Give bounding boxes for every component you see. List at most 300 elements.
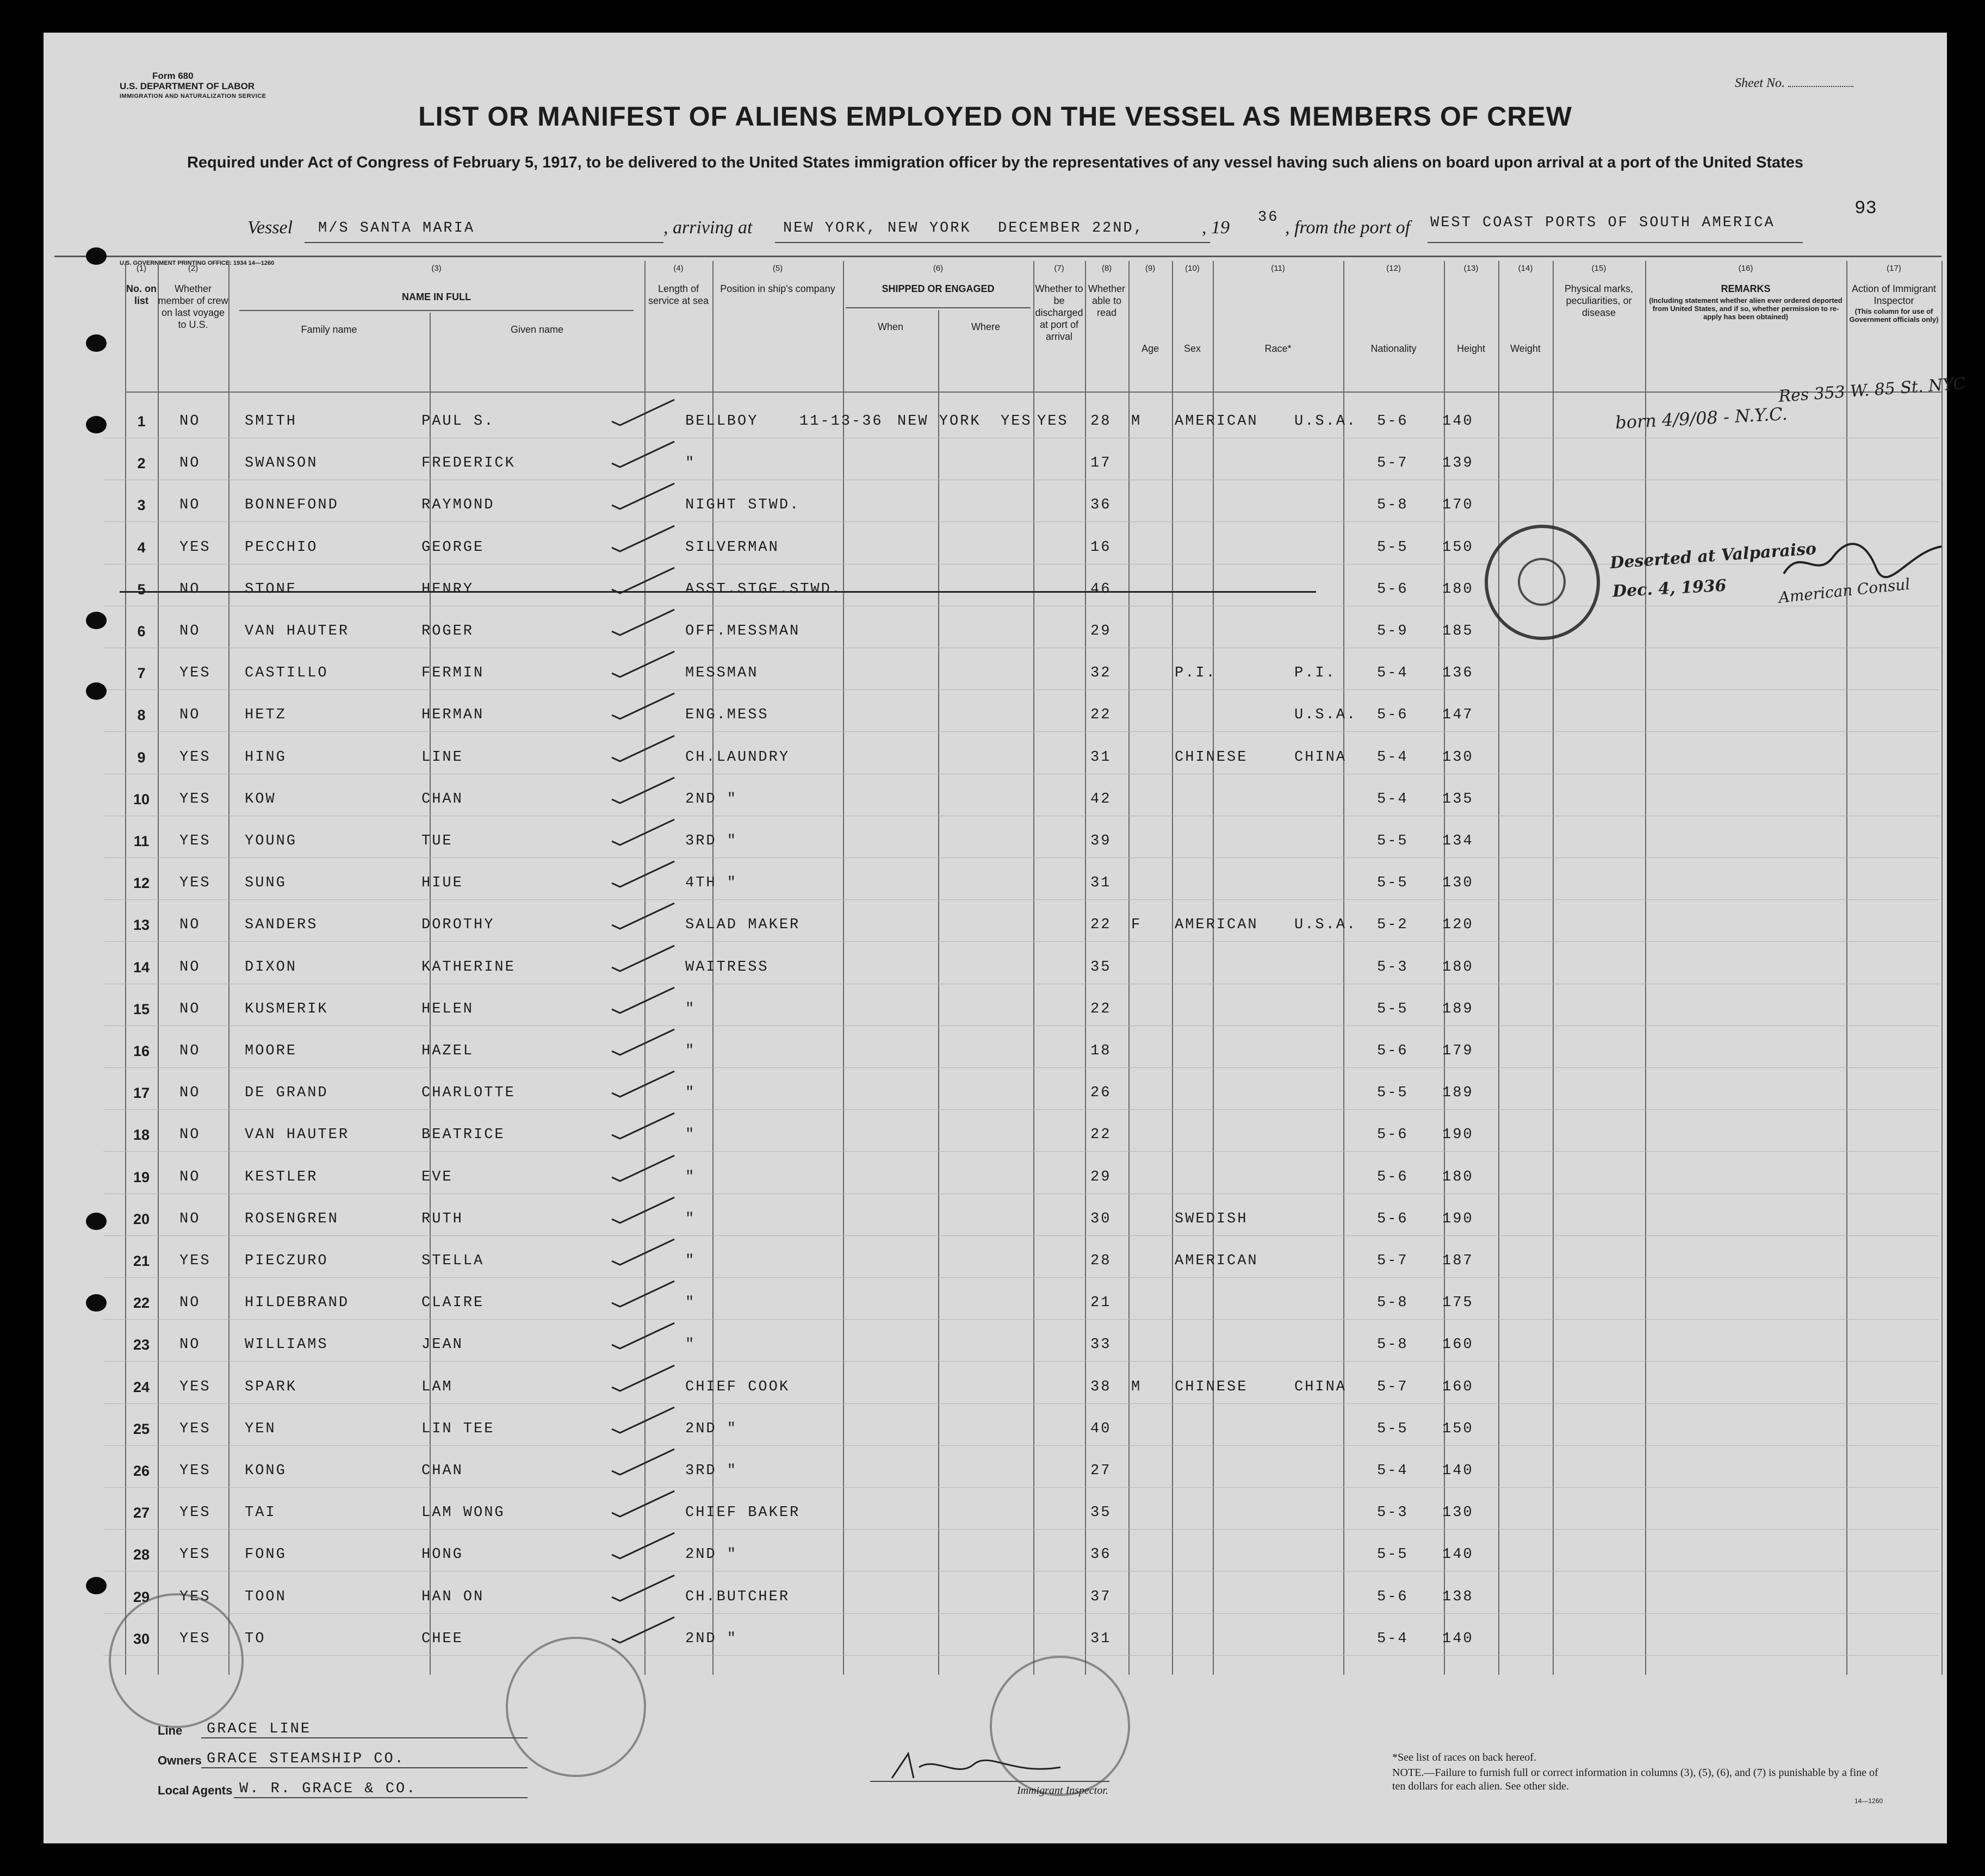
- service-check-mark: [609, 1483, 680, 1521]
- row-10-given: CHAN: [421, 791, 463, 807]
- row-6-no: 6: [137, 623, 146, 639]
- column-divider: [158, 261, 159, 1675]
- row-26-last: YES: [179, 1463, 211, 1479]
- row-16-no: 16: [133, 1043, 150, 1059]
- row-10-weight: 135: [1442, 791, 1474, 807]
- row-27-age: 35: [1090, 1505, 1112, 1521]
- canal-zone-stamp-left: [109, 1593, 244, 1728]
- row-8-age: 22: [1090, 707, 1112, 724]
- row-10-family: KOW: [245, 791, 276, 807]
- row-13-given: DOROTHY: [421, 917, 495, 934]
- row-19-weight: 180: [1442, 1169, 1474, 1185]
- binder-hole: [86, 682, 107, 700]
- row-22-weight: 175: [1442, 1295, 1474, 1312]
- column-header-c5: Position in ship's company: [720, 283, 835, 294]
- column-number-c6: (6): [933, 264, 944, 273]
- line-value: GRACE LINE: [207, 1721, 312, 1737]
- row-24-height: 5-7: [1377, 1378, 1409, 1395]
- row-20-no: 20: [133, 1210, 150, 1227]
- row-21-no: 21: [133, 1253, 150, 1269]
- row-4-no: 4: [137, 539, 146, 556]
- column-divider: [1553, 261, 1554, 1675]
- row-26-no: 26: [133, 1463, 150, 1479]
- vessel-label: Vessel: [247, 218, 293, 238]
- table-row-rule: [103, 689, 1939, 690]
- service-check-mark: [609, 1273, 680, 1311]
- row-11-age: 39: [1090, 833, 1112, 849]
- row-10-no: 10: [133, 791, 150, 807]
- column-header-sub-c17: (This column for use of Government officials only): [1849, 307, 1939, 324]
- row-4-height: 5-5: [1377, 539, 1409, 556]
- arrival-date: DECEMBER 22ND,: [998, 220, 1144, 237]
- row-18-family: VAN HAUTER: [245, 1127, 350, 1144]
- agents-label: Local Agents: [158, 1784, 233, 1797]
- row-1-sex: M: [1131, 413, 1142, 430]
- column-header-name: NAME IN FULL: [402, 291, 471, 302]
- row-11-family: YOUNG: [245, 833, 297, 849]
- service-check-mark: [609, 475, 680, 513]
- row-17-height: 5-5: [1377, 1085, 1409, 1102]
- column-number-c3: (3): [431, 264, 442, 273]
- column-header-c16: REMARKS: [1721, 283, 1771, 294]
- row-3-height: 5-8: [1377, 497, 1409, 514]
- row-8-position: ENG.MESS: [685, 707, 769, 724]
- row-4-family: PECCHIO: [245, 539, 318, 556]
- row-9-nat: CHINA: [1294, 749, 1347, 766]
- row-3-family: BONNEFOND: [245, 497, 339, 514]
- row-13-weight: 120: [1442, 917, 1474, 934]
- row-15-family: KUSMERIK: [245, 1001, 328, 1017]
- row-27-no: 27: [133, 1505, 150, 1521]
- row-25-no: 25: [133, 1420, 150, 1437]
- row-23-family: WILLIAMS: [245, 1337, 328, 1353]
- column-header-c10: Sex: [1183, 343, 1201, 354]
- remark-row5-date: Dec. 4, 1936: [1612, 576, 1727, 601]
- row-13-race: AMERICAN: [1175, 917, 1258, 934]
- row-28-last: YES: [179, 1546, 211, 1563]
- row-11-no: 11: [133, 833, 150, 849]
- column-divider: [1128, 261, 1130, 1675]
- row-16-given: HAZEL: [421, 1043, 474, 1059]
- column-divider: [228, 261, 229, 1675]
- row-27-weight: 130: [1442, 1505, 1474, 1521]
- row-28-family: FONG: [245, 1546, 287, 1563]
- service-check-mark: [609, 1399, 680, 1437]
- row-23-given: JEAN: [421, 1337, 463, 1353]
- row-6-weight: 185: [1442, 623, 1474, 639]
- row-20-position: ": [685, 1210, 696, 1227]
- arriving-port: NEW YORK, NEW YORK: [783, 220, 971, 237]
- row-14-last: NO: [179, 959, 201, 976]
- row-5-strikethrough: [120, 591, 1316, 593]
- column-number-c4: (4): [673, 264, 684, 273]
- row-17-no: 17: [133, 1085, 150, 1102]
- row-4-age: 16: [1090, 539, 1112, 556]
- column-divider: [1033, 261, 1034, 1675]
- row-5-age: 46: [1090, 581, 1112, 598]
- row-12-given: HIUE: [421, 875, 463, 892]
- row-3-last: NO: [179, 497, 201, 514]
- row-21-position: ": [685, 1253, 696, 1269]
- column-number-c5: (5): [772, 264, 783, 273]
- row-1-weight: 140: [1442, 413, 1474, 430]
- row-21-weight: 187: [1442, 1253, 1474, 1269]
- column-header-c2: Whether member of crew on last voyage to U.S.: [158, 283, 228, 330]
- row-23-weight: 160: [1442, 1337, 1474, 1353]
- row-29-age: 37: [1090, 1588, 1112, 1605]
- service-check-mark: [609, 1063, 680, 1101]
- row-30-last: YES: [179, 1630, 211, 1647]
- column-header-c9: Age: [1141, 343, 1159, 354]
- row-29-height: 5-6: [1377, 1588, 1409, 1605]
- column-number-c7: (7): [1054, 264, 1064, 273]
- row-9-age: 31: [1090, 749, 1112, 766]
- row-13-position: SALAD MAKER: [685, 917, 801, 934]
- column-number-c15: (15): [1591, 264, 1606, 273]
- row-7-race: P.I.: [1175, 665, 1217, 682]
- printing-office-line: U.S. GOVERNMENT PRINTING OFFICE: 1934 14—1260: [120, 260, 275, 266]
- row-12-no: 12: [133, 875, 150, 892]
- column-divider: [1498, 261, 1499, 1675]
- row-21-height: 5-7: [1377, 1253, 1409, 1269]
- column-divider: [843, 261, 844, 1675]
- row-1-height: 5-6: [1377, 413, 1409, 430]
- column-header-rule: [239, 310, 634, 311]
- binder-hole: [86, 334, 107, 352]
- row-18-age: 22: [1090, 1127, 1112, 1144]
- department-name: U.S. DEPARTMENT OF LABOR: [120, 81, 255, 91]
- table-row-rule: [103, 521, 1939, 522]
- row-8-weight: 147: [1442, 707, 1474, 724]
- row-8-nat: U.S.A.: [1294, 707, 1357, 724]
- vessel-name: M/S SANTA MARIA: [318, 220, 475, 237]
- row-7-age: 32: [1090, 665, 1112, 682]
- row-19-given: EVE: [421, 1169, 453, 1185]
- row-19-no: 19: [133, 1169, 150, 1185]
- column-header-sub-c16: (Including statement whether alien ever ordered deported from United States, and if so, whether permission to re-apply has been obtained): [1649, 296, 1843, 321]
- row-29-given: HAN ON: [421, 1588, 485, 1605]
- row-9-position: CH.LAUNDRY: [685, 749, 790, 766]
- row-3-weight: 170: [1442, 497, 1474, 514]
- table-row-rule: [103, 899, 1939, 900]
- row-7-family: CASTILLO: [245, 665, 328, 682]
- remark-row5-consul: American Consul: [1777, 575, 1911, 607]
- sheet-number-label: Sheet No.: [1735, 76, 1785, 90]
- row-30-weight: 140: [1442, 1630, 1474, 1647]
- form-code: 14—1260: [1854, 1797, 1883, 1805]
- row-2-given: FREDERICK: [421, 455, 516, 472]
- row-2-last: NO: [179, 455, 201, 472]
- row-26-age: 27: [1090, 1463, 1112, 1479]
- row-12-position: 4TH ": [685, 875, 738, 892]
- row-28-height: 5-5: [1377, 1546, 1409, 1563]
- row-5-last: NO: [179, 581, 201, 598]
- service-check-mark: [609, 1189, 680, 1227]
- row-8-no: 8: [137, 707, 146, 724]
- service-check-mark: [609, 895, 680, 933]
- column-divider: [938, 310, 939, 1675]
- row-15-height: 5-5: [1377, 1001, 1409, 1017]
- column-header-where: Where: [971, 321, 1000, 332]
- row-13-no: 13: [133, 917, 150, 934]
- service-check-mark: [609, 685, 680, 723]
- row-18-last: NO: [179, 1127, 201, 1144]
- table-row-rule: [103, 1445, 1939, 1446]
- column-number-c12: (12): [1386, 264, 1401, 273]
- row-3-age: 36: [1090, 497, 1112, 514]
- row-1-last: NO: [179, 413, 201, 430]
- row-28-weight: 140: [1442, 1546, 1474, 1563]
- row-25-given: LIN TEE: [421, 1420, 495, 1437]
- row-2-height: 5-7: [1377, 455, 1409, 472]
- row-14-weight: 180: [1442, 959, 1474, 976]
- column-divider: [1213, 261, 1214, 1675]
- row-23-height: 5-8: [1377, 1337, 1409, 1353]
- row-5-no: 5: [137, 581, 146, 598]
- row-24-no: 24: [133, 1378, 150, 1395]
- row-8-last: NO: [179, 707, 201, 724]
- row-12-age: 31: [1090, 875, 1112, 892]
- column-number-c2: (2): [188, 264, 199, 273]
- row-1-given: PAUL S.: [421, 413, 495, 430]
- row-19-family: KESTLER: [245, 1169, 318, 1185]
- row-4-given: GEORGE: [421, 539, 485, 556]
- row-6-age: 29: [1090, 623, 1112, 639]
- consulate-seal: [1485, 525, 1600, 640]
- row-9-no: 9: [137, 749, 146, 766]
- row-23-position: ": [685, 1337, 696, 1353]
- row-24-weight: 160: [1442, 1378, 1474, 1395]
- row-13-height: 5-2: [1377, 917, 1409, 934]
- row-7-nat: P.I.: [1294, 665, 1336, 682]
- table-row-rule: [103, 1613, 1939, 1614]
- column-header-family: Family name: [301, 324, 357, 335]
- row-14-no: 14: [133, 959, 150, 976]
- row-17-weight: 189: [1442, 1085, 1474, 1102]
- row-16-age: 18: [1090, 1043, 1112, 1059]
- column-header-shipped: SHIPPED OR ENGAGED: [882, 283, 995, 294]
- row-14-position: WAITRESS: [685, 959, 769, 976]
- row-13-nat: U.S.A.: [1294, 917, 1357, 934]
- form-id-block: [120, 71, 266, 102]
- row-10-age: 42: [1090, 791, 1112, 807]
- races-note: *See list of races on back hereof.: [1392, 1751, 1536, 1763]
- row-1-position: BELLBOY: [685, 413, 759, 430]
- service-check-mark: [609, 1525, 680, 1563]
- row-11-last: YES: [179, 833, 211, 849]
- row-2-position: ": [685, 455, 696, 472]
- row-26-position: 3RD ": [685, 1463, 738, 1479]
- table-row-rule: [103, 1487, 1939, 1488]
- row-20-weight: 190: [1442, 1210, 1474, 1227]
- row-17-age: 26: [1090, 1085, 1112, 1102]
- row-12-height: 5-5: [1377, 875, 1409, 892]
- row-29-no: 29: [133, 1588, 150, 1605]
- row-9-family: HING: [245, 749, 287, 766]
- row-1-where: NEW YORK: [897, 413, 981, 430]
- row-11-weight: 134: [1442, 833, 1474, 849]
- row-22-no: 22: [133, 1295, 150, 1312]
- column-header-c7: Whether to be discharged at port of arrival: [1035, 283, 1083, 342]
- row-22-age: 21: [1090, 1295, 1112, 1312]
- row-4-weight: 150: [1442, 539, 1474, 556]
- row-29-last: YES: [179, 1588, 211, 1605]
- row-22-given: CLAIRE: [421, 1295, 485, 1312]
- row-26-given: CHAN: [421, 1463, 463, 1479]
- row-7-weight: 136: [1442, 665, 1474, 682]
- sheet-number-blank: [1788, 86, 1853, 87]
- year-prefix: , 19: [1202, 218, 1230, 238]
- row-20-race: SWEDISH: [1175, 1210, 1248, 1227]
- table-row-rule: [103, 1319, 1939, 1320]
- row-29-family: TOON: [245, 1588, 287, 1605]
- row-5-given: HENRY: [421, 581, 474, 598]
- binder-hole: [86, 1213, 107, 1230]
- page-subtitle: Required under Act of Congress of February 5, 1917, to be delivered to the United States immigration officer by the representatives of any vessel having such aliens on board upon arrival at a port of the United States: [187, 154, 1804, 171]
- row-20-given: RUTH: [421, 1210, 463, 1227]
- row-30-family: TO: [245, 1630, 266, 1647]
- row-20-age: 30: [1090, 1210, 1112, 1227]
- column-header-c15: Physical marks, peculiarities, or disease: [1564, 283, 1634, 318]
- row-1-disch: YES: [1001, 413, 1032, 430]
- table-row-rule: [103, 1067, 1939, 1068]
- row-9-race: CHINESE: [1175, 749, 1248, 766]
- row-1-age: 28: [1090, 413, 1112, 430]
- column-number-c17: (17): [1887, 264, 1901, 273]
- agents-value: W. R. GRACE & CO.: [239, 1781, 417, 1797]
- row-1-race: AMERICAN: [1175, 413, 1258, 430]
- column-number-c9: (9): [1145, 264, 1156, 273]
- row-8-given: HERMAN: [421, 707, 485, 724]
- row-8-height: 5-6: [1377, 707, 1409, 724]
- row-5-weight: 180: [1442, 581, 1474, 598]
- row-22-last: NO: [179, 1295, 201, 1312]
- column-header-c12: Nationality: [1370, 343, 1417, 354]
- row-7-no: 7: [137, 665, 146, 682]
- page-title: LIST OR MANIFEST OF ALIENS EMPLOYED ON THE VESSEL AS MEMBERS OF CREW: [418, 101, 1572, 132]
- row-20-last: NO: [179, 1210, 201, 1227]
- service-check-mark: [609, 979, 680, 1017]
- row-21-family: PIECZURO: [245, 1253, 328, 1269]
- row-19-position: ": [685, 1169, 696, 1185]
- row-9-last: YES: [179, 749, 211, 766]
- row-18-height: 5-6: [1377, 1127, 1409, 1144]
- line-label: Line: [158, 1724, 183, 1737]
- row-28-no: 28: [133, 1546, 150, 1563]
- column-number-c10: (10): [1185, 264, 1200, 273]
- owners-value: GRACE STEAMSHIP CO.: [207, 1751, 405, 1767]
- row-7-given: FERMIN: [421, 665, 485, 682]
- column-header-rule: [846, 307, 1031, 308]
- row-29-weight: 138: [1442, 1588, 1474, 1605]
- page-number: 93: [1854, 198, 1877, 219]
- row-16-family: MOORE: [245, 1043, 297, 1059]
- sheet-number: [1735, 76, 1853, 91]
- row-3-no: 3: [137, 497, 146, 514]
- service-check-mark: [609, 1315, 680, 1353]
- service-name: IMMIGRATION AND NATURALIZATION SERVICE: [120, 93, 266, 100]
- binder-hole: [86, 1577, 107, 1594]
- binder-hole: [86, 416, 107, 433]
- row-10-position: 2ND ": [685, 791, 738, 807]
- table-row-rule: [103, 1403, 1939, 1404]
- row-28-position: 2ND ": [685, 1546, 738, 1563]
- column-number-c11: (11): [1271, 264, 1285, 273]
- row-26-weight: 140: [1442, 1463, 1474, 1479]
- row-13-family: SANDERS: [245, 917, 318, 934]
- row-1-family: SMITH: [245, 413, 297, 430]
- column-header-c1: No. on list: [126, 283, 157, 306]
- row-24-nat: CHINA: [1294, 1378, 1347, 1395]
- form-number: Form 680: [152, 71, 194, 81]
- row-17-position: ": [685, 1085, 696, 1102]
- row-4-last: YES: [179, 539, 211, 556]
- table-row-rule: [103, 1277, 1939, 1278]
- service-check-mark: [609, 853, 680, 891]
- row-7-position: MESSMAN: [685, 665, 759, 682]
- row-2-family: SWANSON: [245, 455, 318, 472]
- row-11-height: 5-5: [1377, 833, 1409, 849]
- row-23-no: 23: [133, 1337, 150, 1353]
- row-27-given: LAM WONG: [421, 1505, 505, 1521]
- row-24-sex: M: [1131, 1378, 1142, 1395]
- column-divider: [1172, 261, 1173, 1675]
- manifest-sheet: [44, 33, 1967, 1843]
- row-5-height: 5-6: [1377, 581, 1409, 598]
- service-check-mark: [609, 601, 680, 639]
- row-24-given: LAM: [421, 1378, 453, 1395]
- row-9-height: 5-4: [1377, 749, 1409, 766]
- column-number-c8: (8): [1101, 264, 1112, 273]
- fine-note: NOTE.—Failure to furnish full or correct information in columns (3), (5), (6), and (7) is punishable by a fine of ten dollars for each alien. See other side.: [1392, 1767, 1878, 1792]
- row-25-weight: 150: [1442, 1420, 1474, 1437]
- row-2-no: 2: [137, 455, 146, 472]
- service-check-mark: [609, 1231, 680, 1269]
- remark-row1-birth: born 4/9/08 - N.Y.C.: [1615, 403, 1788, 433]
- inspector-signature: [881, 1745, 1077, 1789]
- row-24-family: SPARK: [245, 1378, 297, 1395]
- row-6-given: ROGER: [421, 623, 474, 639]
- row-28-given: HONG: [421, 1546, 463, 1563]
- row-27-height: 5-3: [1377, 1505, 1409, 1521]
- canal-zone-stamp-center: [506, 1637, 646, 1777]
- year-suffix: 36: [1258, 209, 1279, 226]
- column-header-c13: Height: [1456, 343, 1486, 354]
- row-21-last: YES: [179, 1253, 211, 1269]
- row-18-weight: 190: [1442, 1127, 1474, 1144]
- column-number-c14: (14): [1518, 264, 1533, 273]
- from-port: WEST COAST PORTS OF SOUTH AMERICA: [1430, 215, 1775, 231]
- row-28-age: 36: [1090, 1546, 1112, 1563]
- row-15-weight: 189: [1442, 1001, 1474, 1017]
- row-5-family: STONE: [245, 581, 297, 598]
- row-17-family: DE GRAND: [245, 1085, 328, 1102]
- row-21-race: AMERICAN: [1175, 1253, 1258, 1269]
- table-row-rule: [103, 1529, 1939, 1530]
- row-8-family: HETZ: [245, 707, 287, 724]
- row-22-family: HILDEBRAND: [245, 1295, 350, 1312]
- row-13-age: 22: [1090, 917, 1112, 934]
- column-header-c8: Whether able to read: [1088, 283, 1126, 318]
- arriving-label: , arriving at: [663, 218, 753, 238]
- row-15-position: ": [685, 1001, 696, 1017]
- row-29-position: CH.BUTCHER: [685, 1588, 790, 1605]
- service-check-mark: [609, 937, 680, 976]
- row-5-position: ASST.STGE.STWD.: [685, 581, 842, 598]
- header-bottom-rule: [125, 392, 1941, 393]
- row-3-position: NIGHT STWD.: [685, 497, 801, 514]
- row-14-family: DIXON: [245, 959, 297, 976]
